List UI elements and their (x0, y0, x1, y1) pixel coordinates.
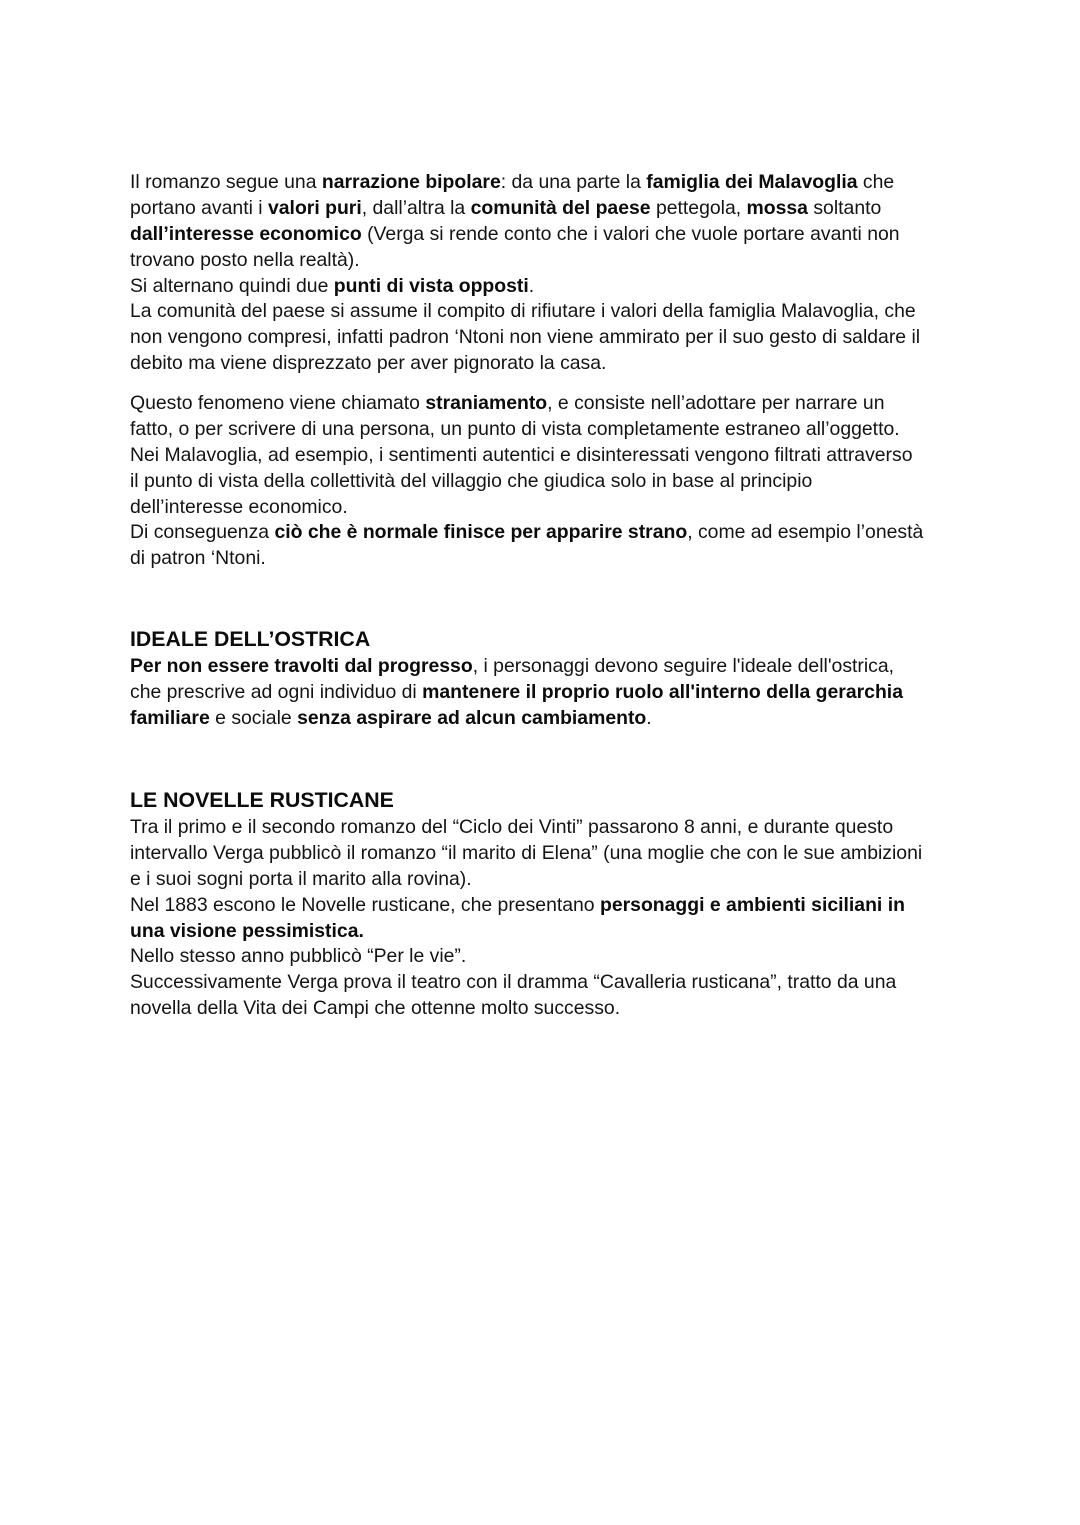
text-run: trovano posto nella realtà). (130, 248, 360, 271)
paragraph-straniamento (130, 391, 1030, 572)
text-run: pettegola, (650, 196, 747, 219)
text-line (130, 919, 1030, 945)
bold-text: mossa (746, 196, 808, 219)
text-run: di patron ‘Ntoni. (130, 547, 266, 570)
text-run: (Verga si rende conto che i valori che vuole portare avanti non (361, 222, 900, 245)
text-run: , dall’altra la (361, 196, 471, 219)
text-line (130, 841, 1030, 867)
bold-text: Per non essere travolti dal progresso (130, 655, 473, 677)
text-run: non vengono compresi, infatti padron ‘Ntoni non viene ammirato per il suo gesto di saldare il (130, 326, 921, 349)
text-run: che (857, 171, 895, 193)
text-line (130, 248, 1030, 274)
text-line (130, 520, 1030, 546)
text-line (130, 495, 1030, 521)
text-line (130, 469, 1030, 495)
text-run: Successivamente Verga prova il teatro con il dramma “Cavalleria rusticana”, tratto da una (130, 971, 897, 994)
bold-text: famiglia dei Malavoglia (646, 171, 858, 193)
bold-text: mantenere il proprio ruolo all'interno della gerarchia (422, 680, 903, 703)
paragraph-narrazione-bipolare (130, 170, 1030, 377)
bold-text: senza aspirare ad alcun cambiamento (297, 706, 647, 729)
paragraph-novelle-rusticane (130, 815, 1030, 1022)
text-run: novella della Vita dei Campi che ottenne molto successo. (130, 997, 621, 1020)
text-line (130, 706, 1030, 732)
text-run: . (646, 706, 652, 729)
text-run: e sociale (209, 706, 298, 729)
text-run: Di conseguenza (130, 521, 275, 544)
bold-text: una visione pessimistica. (130, 919, 364, 942)
text-run: Nei Malavoglia, ad esempio, i sentimenti autentici e disinteressati vengono filtrati attraverso (130, 443, 913, 466)
text-run: Si alternano quindi due (130, 274, 334, 297)
text-line (130, 970, 1030, 996)
text-line (130, 944, 1030, 970)
text-line (130, 443, 1030, 469)
text-run: fatto, o per scrivere di una persona, un punto di vista completamente estraneo all’oggetto. (130, 417, 900, 440)
text-line (130, 996, 1030, 1022)
text-line (130, 815, 1030, 841)
text-line (130, 546, 1030, 572)
text-run: Nel 1883 escono le Novelle rusticane, che presentano (130, 893, 600, 916)
text-run: intervallo Verga pubblicò il romanzo “il marito di Elena” (una moglie che con le sue ambizioni (130, 841, 923, 864)
bold-text: ciò che è normale finisce per apparire strano (274, 521, 688, 544)
text-run: Nello stesso anno pubblicò “Per le vie”. (130, 945, 467, 968)
text-run: Il romanzo segue una (130, 171, 322, 193)
bold-text: straniamento (425, 392, 548, 414)
section-heading-novelle-rusticane: LE NOVELLE RUSTICANE (130, 788, 394, 812)
text-line (130, 351, 1030, 377)
bold-text: familiare (130, 706, 210, 729)
text-line (130, 893, 1030, 919)
text-line (130, 417, 1030, 443)
bold-text: valori puri (267, 196, 362, 219)
text-line (130, 196, 1030, 222)
bold-text: narrazione bipolare (321, 171, 501, 193)
text-run: dell’interesse economico. (130, 495, 348, 518)
text-line (130, 391, 1030, 417)
text-run: soltanto (807, 196, 882, 219)
text-run: Questo fenomeno viene chiamato (130, 392, 426, 414)
text-line (130, 274, 1030, 300)
bold-text: comunità del paese (470, 196, 651, 219)
bold-text: dall’interesse economico (130, 222, 362, 245)
text-run: , i personaggi devono seguire l'ideale dell'ostrica, (472, 655, 895, 677)
text-line (130, 170, 1030, 196)
text-run: , come ad esempio l’onestà (687, 521, 924, 544)
text-line (130, 222, 1030, 248)
text-run: : da una parte la (500, 171, 647, 193)
section-heading-ideale-ostrica: IDEALE DELL’OSTRICA (130, 627, 371, 651)
text-run: , e consiste nell’adottare per narrare un (547, 392, 885, 414)
text-line (130, 654, 1030, 680)
text-run: La comunità del paese si assume il compito di rifiutare i valori della famiglia Malavoglia, che (130, 300, 916, 323)
text-run: e i suoi sogni porta il marito alla rovina). (130, 867, 472, 890)
text-run: . (528, 274, 535, 297)
text-line (130, 325, 1030, 351)
paragraph-ideale-ostrica (130, 654, 1030, 732)
text-line (130, 299, 1030, 325)
text-run: che prescrive ad ogni individuo di (130, 680, 423, 703)
bold-text: punti di vista opposti (333, 274, 529, 297)
text-run: Tra il primo e il secondo romanzo del “Ciclo dei Vinti” passarono 8 anni, e durante questo (130, 816, 894, 838)
text-run: debito ma viene disprezzato per aver pignorato la casa. (130, 352, 607, 375)
text-line (130, 680, 1030, 706)
bold-text: personaggi e ambienti siciliani in (599, 893, 905, 916)
text-run: il punto di vista della collettività del villaggio che giudica solo in base al principio (130, 469, 813, 492)
text-run: portano avanti i (130, 196, 268, 219)
text-line (130, 867, 1030, 893)
